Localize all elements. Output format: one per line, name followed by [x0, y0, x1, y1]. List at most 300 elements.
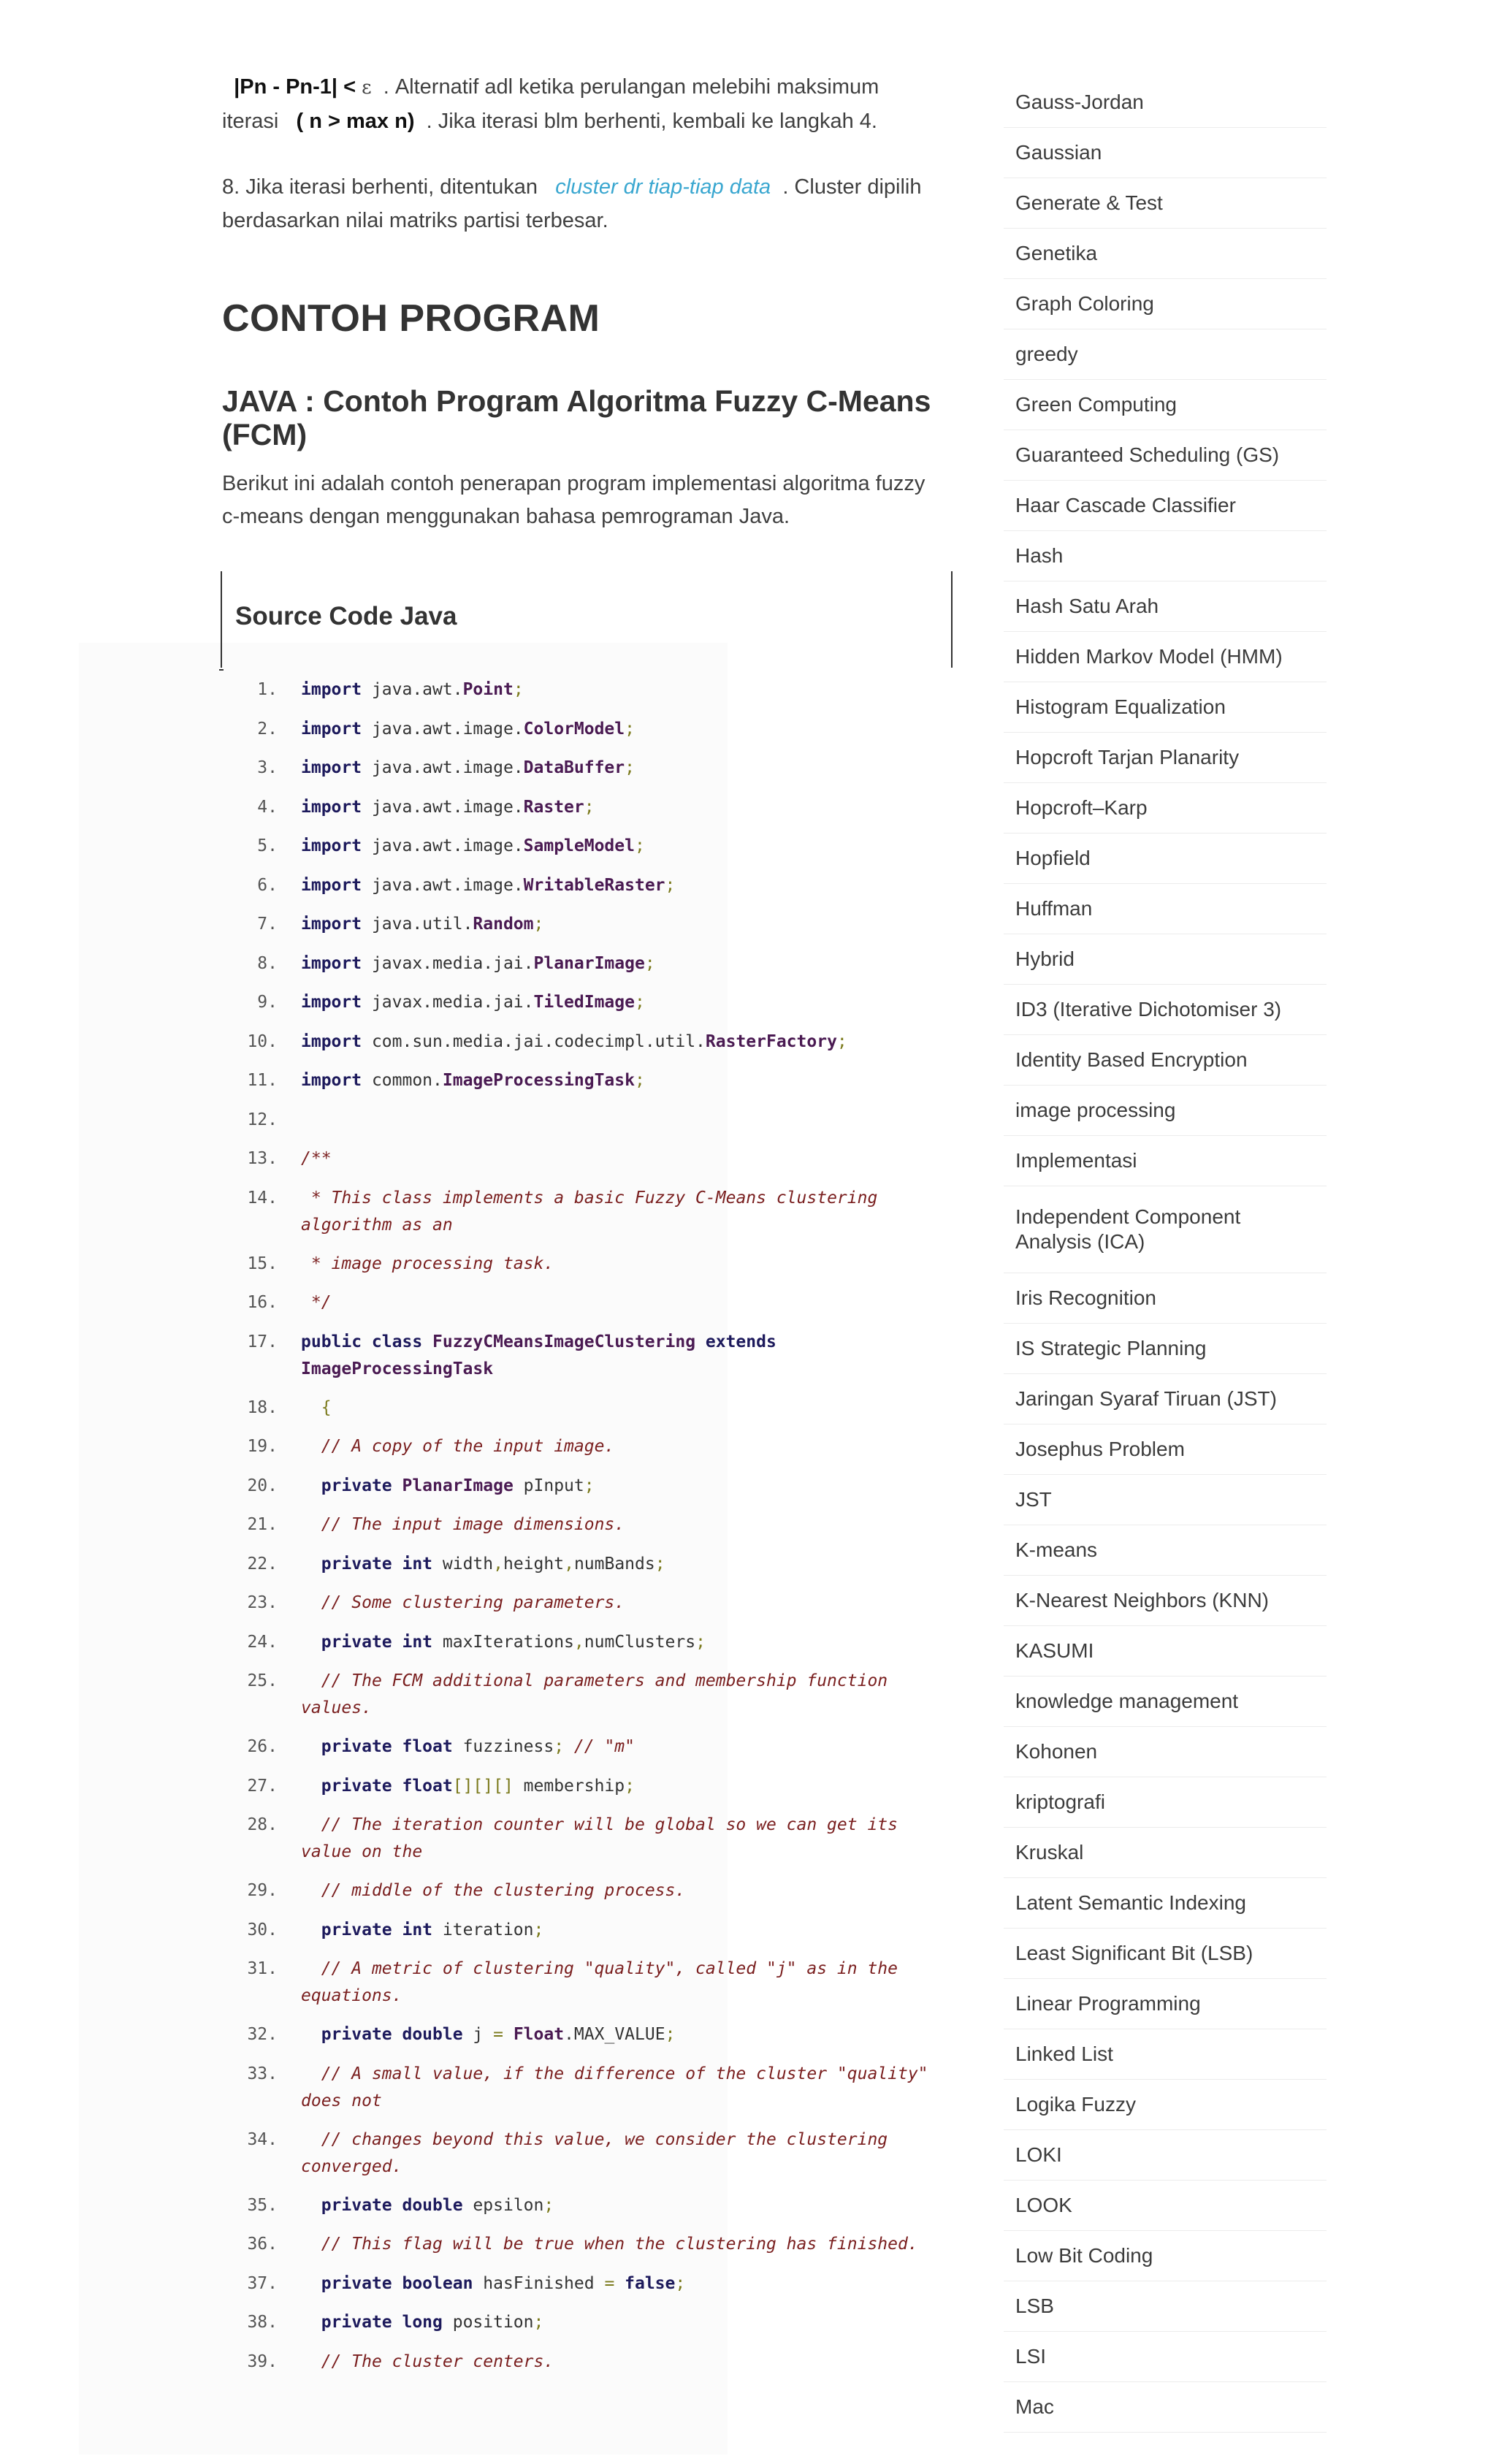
code-token: ColorModel: [523, 719, 625, 739]
code-token: import: [301, 915, 362, 934]
code-token: epsilon: [462, 2195, 544, 2215]
code-listing: [222, 676, 950, 2387]
code-token: false: [625, 2273, 676, 2293]
code-line: [222, 950, 950, 990]
code-token: iteration: [432, 1920, 534, 1939]
code-text: [301, 2349, 950, 2376]
code-token: ;: [533, 1920, 544, 1939]
line-number: 38.: [247, 2313, 278, 2332]
line-number: 20.: [247, 1476, 278, 1495]
paragraph-text: 8. Jika iterasi berhenti, ditentukan: [222, 175, 538, 199]
line-number: 24.: [247, 1632, 278, 1652]
code-text: [301, 950, 950, 977]
code-line: [222, 1145, 950, 1185]
code-token: numClusters: [584, 1632, 696, 1652]
sidebar-item-label: Hopcroft–Karp: [1015, 796, 1148, 819]
sidebar-item[interactable]: [1004, 2332, 1327, 2382]
sidebar-item[interactable]: [1004, 1374, 1327, 1424]
sidebar-item-label: Gauss-Jordan: [1015, 91, 1144, 113]
code-token: ,: [573, 1632, 584, 1652]
sidebar-item[interactable]: [1004, 1424, 1327, 1475]
code-token: ,: [564, 1554, 574, 1574]
line-number: 33.: [247, 2064, 278, 2083]
code-token: ;: [554, 1737, 574, 1756]
code-text: [301, 1185, 950, 1239]
sidebar-item[interactable]: [1004, 2029, 1327, 2080]
code-line: [222, 2021, 950, 2061]
code-line: [222, 1029, 950, 1068]
code-text: [301, 1668, 950, 1722]
code-line: [222, 2349, 950, 2388]
code-token: ;: [584, 1476, 595, 1495]
code-token: import: [301, 953, 362, 973]
sidebar-item-label: Mac: [1015, 2395, 1054, 2418]
code-text: [301, 1773, 950, 1800]
sidebar-item[interactable]: [1004, 1979, 1327, 2029]
sidebar-item-label: LOOK: [1015, 2194, 1072, 2216]
sidebar-item[interactable]: [1004, 430, 1327, 481]
code-token: Random: [473, 915, 534, 934]
sidebar-item[interactable]: [1004, 229, 1327, 279]
code-line: [222, 1551, 950, 1590]
source-code-title: Source Code Java: [235, 602, 457, 630]
code-text: [301, 2127, 950, 2181]
sidebar-item-label: Kruskal: [1015, 1841, 1084, 1864]
code-token: java.awt.image.: [362, 797, 524, 817]
line-number: 36.: [247, 2235, 278, 2254]
sidebar-item[interactable]: [1004, 128, 1327, 178]
code-token: * This class implements a basic Fuzzy C-Means clustering algorithm as an: [301, 1188, 888, 1235]
paragraph-text: . Alternatif adl ketika perulangan melebihi maksimum iterasi: [222, 75, 879, 133]
code-token: import: [301, 797, 362, 817]
code-token: ;: [584, 797, 595, 817]
code-line: [222, 1473, 950, 1512]
line-number: 35.: [247, 2195, 278, 2215]
code-token: java.util.: [362, 915, 473, 934]
code-text: [301, 1877, 950, 1904]
code-token: ;: [634, 993, 645, 1012]
sidebar-item[interactable]: [1004, 77, 1327, 128]
sidebar-item-label: IS Strategic Planning: [1015, 1337, 1207, 1359]
code-token: javax.media.jai.: [362, 953, 534, 973]
line-number: 3.: [257, 758, 278, 777]
code-text: [301, 1629, 950, 1656]
code-text: [301, 1029, 950, 1056]
code-text: [301, 911, 950, 938]
line-number: 8.: [257, 953, 278, 973]
code-line: [222, 755, 950, 794]
sidebar-item-label: Guaranteed Scheduling (GS): [1015, 443, 1280, 466]
sidebar-category-list: [1004, 77, 1327, 2433]
article-heading: JAVA : Contoh Program Algoritma Fuzzy C-Means (FCM): [222, 384, 931, 451]
code-token: Raster: [523, 797, 584, 817]
emphasis-link[interactable]: cluster dr tiap-tiap data: [555, 175, 771, 199]
sidebar-item-label: knowledge management: [1015, 1690, 1239, 1712]
code-text: [301, 872, 950, 899]
line-number: 29.: [247, 1881, 278, 1900]
code-line: [222, 989, 950, 1029]
line-number: 19.: [247, 1437, 278, 1456]
code-token: private boolean: [301, 2273, 473, 2293]
code-line: [222, 1395, 950, 1434]
sidebar-item[interactable]: [1004, 581, 1327, 632]
sidebar-item-label: Independent Component Analysis (ICA): [1015, 1205, 1241, 1253]
sidebar-item[interactable]: [1004, 2130, 1327, 2181]
code-token: private double: [301, 2025, 463, 2044]
sidebar-item-label: Hopcroft Tarjan Planarity: [1015, 746, 1240, 768]
sidebar-item[interactable]: [1004, 1324, 1327, 1374]
code-token: com.sun.media.jai.codecimpl.util.: [362, 1031, 706, 1051]
paragraph-text: . Cluster dipilih berdasarkan nilai matriks partisi terbesar.: [222, 175, 922, 232]
code-token: // A small value, if the difference of the cluster "quality" does not: [301, 2064, 939, 2110]
code-line: [222, 1433, 950, 1473]
code-token: java.awt.: [362, 680, 463, 699]
code-line: [222, 1629, 950, 1668]
sidebar-item-label: Hidden Markov Model (HMM): [1015, 645, 1283, 668]
code-line: [222, 1773, 950, 1812]
code-token: fuzziness: [452, 1737, 554, 1756]
line-number: 39.: [247, 2352, 278, 2371]
sidebar-item[interactable]: [1004, 1273, 1327, 1324]
code-token: ImageProcessingTask: [442, 1071, 635, 1090]
sidebar-item-label: K-Nearest Neighbors (KNN): [1015, 1589, 1269, 1611]
line-number: 10.: [247, 1031, 278, 1051]
line-number: 37.: [247, 2273, 278, 2293]
code-line: [222, 2061, 950, 2127]
intro-paragraph: Berikut ini adalah contoh penerapan program implementasi algoritma fuzzy c-means dengan menggunakan bahasa pemrograman Java.: [222, 472, 926, 528]
code-token: j: [462, 2025, 494, 2044]
code-token: private double: [301, 2195, 463, 2215]
sidebar-item-label: Least Significant Bit (LSB): [1015, 1942, 1253, 1964]
code-token: numBands: [573, 1554, 655, 1574]
code-text: [301, 1473, 950, 1500]
code-token: import: [301, 758, 362, 777]
line-number: 18.: [247, 1397, 278, 1417]
code-token: java.awt.image.: [362, 758, 524, 777]
code-text: [301, 1511, 950, 1538]
section-heading: CONTOH PROGRAM: [222, 297, 600, 340]
code-token: ;: [665, 2025, 676, 2044]
code-line: [222, 1590, 950, 1629]
code-token: // "m": [573, 1737, 635, 1756]
code-text: [301, 676, 950, 703]
sidebar-item[interactable]: [1004, 329, 1327, 380]
code-text: [301, 1590, 950, 1617]
code-token: ;: [625, 719, 635, 739]
code-token: import: [301, 1031, 362, 1051]
code-text: [301, 1956, 950, 2010]
code-token: */: [301, 1293, 332, 1312]
code-line: [222, 794, 950, 834]
code-token: private int: [301, 1632, 433, 1652]
code-text: [301, 1395, 950, 1422]
code-token: import: [301, 680, 362, 699]
formula-text: |Pn - Pn-1| <: [234, 75, 356, 99]
sidebar-item[interactable]: [1004, 1136, 1327, 1186]
code-token: private float: [301, 1776, 453, 1796]
code-line: [222, 1812, 950, 1877]
code-text: [301, 1733, 950, 1761]
code-text: [301, 1251, 950, 1278]
code-token: ;: [543, 2195, 554, 2215]
code-line: [222, 1511, 950, 1551]
sidebar-item[interactable]: [1004, 279, 1327, 329]
line-number: 2.: [257, 719, 278, 739]
line-number: 9.: [257, 993, 278, 1012]
code-line: [222, 1668, 950, 1733]
line-number: 1.: [257, 680, 278, 699]
code-token: import: [301, 1071, 362, 1090]
code-token: TiledImage: [533, 993, 635, 1012]
code-line: [222, 1329, 950, 1395]
sidebar-item[interactable]: [1004, 2231, 1327, 2281]
sidebar-item[interactable]: [1004, 1626, 1327, 1677]
code-text: [301, 1812, 950, 1866]
code-text: [301, 2192, 950, 2219]
sidebar-item-label: image processing: [1015, 1099, 1176, 1121]
line-number: 15.: [247, 1254, 278, 1273]
sidebar-item[interactable]: [1004, 481, 1327, 531]
sidebar-item[interactable]: [1004, 1576, 1327, 1626]
code-text: [301, 794, 950, 821]
code-line: [222, 716, 950, 755]
sidebar-item[interactable]: [1004, 1525, 1327, 1576]
divider: [219, 669, 224, 671]
code-line: [222, 1067, 950, 1107]
sidebar-item[interactable]: [1004, 1086, 1327, 1136]
code-token: // Some clustering parameters.: [301, 1593, 625, 1612]
code-line: [222, 911, 950, 950]
code-token: java.awt.image.: [362, 719, 524, 739]
sidebar-item[interactable]: [1004, 934, 1327, 985]
sidebar-item-label: Huffman: [1015, 897, 1093, 920]
line-number: 21.: [247, 1515, 278, 1534]
code-token: width: [432, 1554, 494, 1574]
code-text: [301, 1917, 950, 1944]
code-line: [222, 676, 950, 716]
sidebar-item[interactable]: [1004, 380, 1327, 430]
sidebar-item-label: Histogram Equalization: [1015, 695, 1226, 718]
code-text: [301, 989, 950, 1016]
sidebar-item[interactable]: [1004, 733, 1327, 783]
sidebar-item[interactable]: [1004, 985, 1327, 1035]
sidebar-item-label: Green Computing: [1015, 393, 1178, 416]
sidebar-item-label: Josephus Problem: [1015, 1438, 1185, 1460]
sidebar-item[interactable]: [1004, 2181, 1327, 2231]
paragraph-convergence: [222, 70, 948, 138]
line-number: 12.: [247, 1110, 278, 1129]
sidebar-item[interactable]: [1004, 2080, 1327, 2130]
line-number: 23.: [247, 1593, 278, 1612]
code-token: private int: [301, 1554, 433, 1574]
line-number: 14.: [247, 1188, 278, 1208]
code-text: [301, 1067, 950, 1094]
code-token: ;: [513, 680, 524, 699]
code-token: ;: [675, 2273, 686, 2293]
code-token: /**: [301, 1149, 332, 1168]
line-number: 26.: [247, 1737, 278, 1756]
code-token: PlanarImage: [533, 953, 645, 973]
code-token: extends: [695, 1332, 787, 1351]
sidebar-item[interactable]: [1004, 884, 1327, 934]
sidebar-item-label: KASUMI: [1015, 1639, 1094, 1662]
code-token: ;: [625, 1776, 635, 1796]
code-line: [222, 1107, 950, 1146]
sidebar-item[interactable]: [1004, 783, 1327, 834]
code-text: [301, 2061, 950, 2115]
line-number: 34.: [247, 2129, 278, 2149]
sidebar-item-label: greedy: [1015, 343, 1078, 365]
sidebar-item[interactable]: [1004, 682, 1327, 733]
paragraph-text: . Jika iterasi blm berhenti, kembali ke langkah 4.: [426, 110, 877, 133]
code-token: ;: [695, 1632, 706, 1652]
code-token: java.awt.image.: [362, 875, 524, 895]
code-line: [222, 1733, 950, 1773]
sidebar-item-label: Hash: [1015, 544, 1064, 567]
code-token: pInput: [513, 1476, 584, 1495]
sidebar-item[interactable]: [1004, 1878, 1327, 1929]
sidebar-item-label: K-means: [1015, 1538, 1098, 1561]
code-token: ;: [836, 1031, 847, 1051]
code-token: // The iteration counter will be global so we can get its value on the: [301, 1815, 908, 1861]
code-text: [301, 833, 950, 860]
line-number: 17.: [247, 1332, 278, 1351]
code-text: [301, 2309, 950, 2336]
sidebar-item-label: Latent Semantic Indexing: [1015, 1891, 1246, 1914]
code-token: javax.media.jai.: [362, 993, 534, 1012]
line-number: 13.: [247, 1149, 278, 1168]
code-text: [301, 1145, 950, 1172]
code-token: // A copy of the input image.: [301, 1437, 615, 1456]
source-code-header: [221, 571, 953, 668]
code-token: =: [493, 2025, 514, 2044]
code-token: * image processing task.: [301, 1254, 554, 1273]
code-token: ;: [654, 1554, 665, 1574]
paragraph-step-8: [222, 170, 948, 237]
code-token: .MAX_VALUE: [564, 2025, 665, 2044]
code-line: [222, 1251, 950, 1290]
sidebar-item-label: Generate & Test: [1015, 191, 1163, 214]
code-token: Float: [513, 2025, 565, 2044]
sidebar-item[interactable]: [1004, 178, 1327, 229]
code-token: ;: [533, 2313, 544, 2332]
code-token: =: [604, 2273, 625, 2293]
sidebar-item-label: Haar Cascade Classifier: [1015, 494, 1236, 516]
code-line: [222, 1877, 950, 1917]
code-token: private int: [301, 1920, 433, 1939]
code-text: [301, 1551, 950, 1578]
code-token: // The FCM additional parameters and membership function values.: [301, 1671, 898, 1717]
code-token: hasFinished: [473, 2273, 605, 2293]
line-number: 22.: [247, 1554, 278, 1574]
line-number: 6.: [257, 875, 278, 895]
code-token: ;: [533, 915, 544, 934]
code-token: DataBuffer: [523, 758, 625, 777]
code-token: // middle of the clustering process.: [301, 1881, 686, 1900]
code-token: ;: [625, 758, 635, 777]
sidebar-item[interactable]: [1004, 1186, 1327, 1273]
sidebar-item[interactable]: [1004, 2382, 1327, 2433]
code-token: ;: [665, 875, 676, 895]
sidebar-item-label: Hybrid: [1015, 947, 1075, 970]
sidebar-item-label: ID3 (Iterative Dichotomiser 3): [1015, 998, 1282, 1021]
sidebar-item-label: Graph Coloring: [1015, 292, 1154, 315]
code-token: FuzzyCMeansImageClustering: [432, 1332, 696, 1351]
sidebar-item-label: Linear Programming: [1015, 1992, 1201, 2015]
sidebar-item-label: Low Bit Coding: [1015, 2244, 1153, 2267]
sidebar-item-label: Jaringan Syaraf Tiruan (JST): [1015, 1387, 1277, 1410]
sidebar-item-label: Iris Recognition: [1015, 1286, 1156, 1309]
code-text: [301, 2021, 950, 2048]
sidebar-item-label: Logika Fuzzy: [1015, 2093, 1136, 2116]
code-token: public class: [301, 1332, 433, 1351]
sidebar-item-label: kriptografi: [1015, 1790, 1105, 1813]
line-number: 4.: [257, 797, 278, 817]
line-number: 11.: [247, 1071, 278, 1090]
sidebar-item[interactable]: [1004, 1777, 1327, 1828]
sidebar-item-label: Hopfield: [1015, 847, 1091, 869]
line-number: 25.: [247, 1671, 278, 1690]
code-token: RasterFactory: [705, 1031, 837, 1051]
sidebar-item-label: Hash Satu Arah: [1015, 595, 1159, 617]
code-token: private float: [301, 1737, 453, 1756]
sidebar-item-label: Genetika: [1015, 242, 1098, 264]
sidebar-item[interactable]: [1004, 632, 1327, 682]
line-number: 32.: [247, 2025, 278, 2044]
sidebar-item[interactable]: [1004, 531, 1327, 581]
code-token: private: [301, 1476, 402, 1495]
code-line: [222, 2127, 950, 2192]
code-text: [301, 716, 950, 743]
sidebar-item[interactable]: [1004, 834, 1327, 884]
line-number: 7.: [257, 915, 278, 934]
code-token: [][][]: [452, 1776, 514, 1796]
code-line: [222, 1917, 950, 1956]
sidebar-item[interactable]: [1004, 1727, 1327, 1777]
code-token: import: [301, 836, 362, 855]
code-token: ;: [634, 836, 645, 855]
code-line: [222, 1956, 950, 2021]
code-line: [222, 2270, 950, 2310]
code-token: java.awt.image.: [362, 836, 524, 855]
code-line: [222, 2192, 950, 2232]
code-token: ;: [644, 953, 655, 973]
code-token: import: [301, 993, 362, 1012]
sidebar-item[interactable]: [1004, 1828, 1327, 1878]
code-text: [301, 2231, 950, 2258]
code-token: {: [301, 1397, 332, 1417]
sidebar-item[interactable]: [1004, 1475, 1327, 1525]
sidebar-item[interactable]: [1004, 1677, 1327, 1727]
code-token: position: [442, 2313, 534, 2332]
line-number: 30.: [247, 1920, 278, 1939]
sidebar-item[interactable]: [1004, 1035, 1327, 1086]
sidebar-item-label: Kohonen: [1015, 1740, 1098, 1763]
sidebar-item-label: Implementasi: [1015, 1149, 1137, 1172]
code-line: [222, 2231, 950, 2270]
code-text: [301, 1329, 950, 1383]
sidebar-item[interactable]: [1004, 1929, 1327, 1979]
code-token: // A metric of clustering "quality", called "j" as in the equations.: [301, 1959, 908, 2005]
line-number: 27.: [247, 1776, 278, 1796]
code-token: private long: [301, 2313, 443, 2332]
sidebar-item-label: JST: [1015, 1488, 1052, 1511]
code-line: [222, 872, 950, 912]
sidebar-item[interactable]: [1004, 2281, 1327, 2332]
code-token: // The cluster centers.: [301, 2352, 554, 2371]
sidebar-item-label: LSI: [1015, 2345, 1047, 2368]
code-token: height: [503, 1554, 565, 1574]
